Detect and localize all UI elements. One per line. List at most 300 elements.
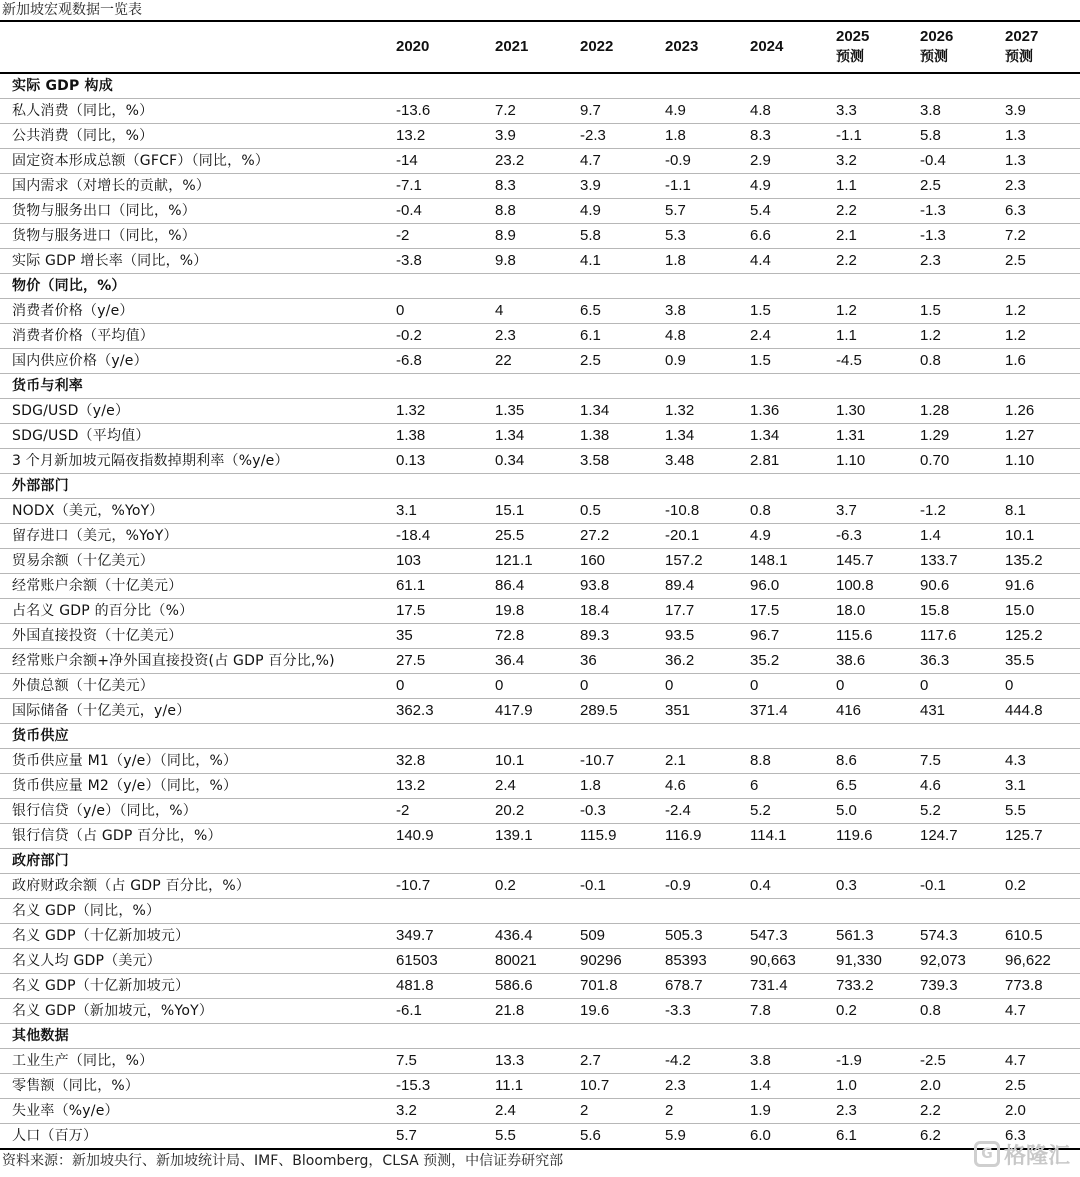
section-label: 实际 GDP 构成 [12,78,113,94]
cell-2021: 86.4 [495,577,525,594]
cell-2026: 6.2 [920,1127,941,1144]
row-label: 失业率（%y/e） [12,1103,119,1119]
cell-2026: 1.29 [920,427,950,444]
cell-2020: -0.2 [396,327,422,344]
column-year: 2022 [580,38,614,55]
cell-2024: 1.9 [750,1102,771,1119]
table-row [0,299,1080,324]
cell-2020: 7.5 [396,1052,417,1069]
row-label: 经常账户余额+净外国直接投资(占 GDP 百分比,%) [12,653,335,669]
cell-2020: -14 [396,152,418,169]
column-header-2023 [665,22,698,72]
cell-2026: 2.2 [920,1102,941,1119]
cell-2023: 0 [665,677,674,694]
cell-2027: 0 [1005,677,1014,694]
cell-2026: 2.0 [920,1077,941,1094]
cell-2022: 1.34 [580,402,610,419]
cell-2024: 2.4 [750,327,771,344]
column-year: 2020 [396,38,430,55]
cell-2024: 1.4 [750,1077,771,1094]
cell-2023: 2 [665,1102,674,1119]
cell-2022: 1.8 [580,777,601,794]
cell-2022: 509 [580,927,606,944]
table-row [0,924,1080,949]
cell-2022: 10.7 [580,1077,610,1094]
row-label: 3 个月新加坡元隔夜指数掉期利率（%y/e） [12,453,289,469]
cell-2027: 1.2 [1005,302,1026,319]
cell-2020: -6.1 [396,1002,422,1019]
cell-2021: 36.4 [495,652,525,669]
cell-2026: 92,073 [920,952,966,969]
table-row [0,1049,1080,1074]
cell-2021: 15.1 [495,502,525,519]
cell-2025: 561.3 [836,927,874,944]
section-header-row [0,474,1080,499]
table-row [0,799,1080,824]
cell-2023: 5.9 [665,1127,686,1144]
cell-2027: 5.5 [1005,802,1026,819]
cell-2026: 2.5 [920,177,941,194]
cell-2024: 6.6 [750,227,771,244]
cell-2020: 481.8 [396,977,434,994]
cell-2021: 3.9 [495,127,516,144]
cell-2027: 610.5 [1005,927,1043,944]
cell-2021: 21.8 [495,1002,525,1019]
section-header-row [0,724,1080,749]
section-label: 物价（同比，%） [12,278,126,294]
table-row [0,1074,1080,1099]
table-row [0,549,1080,574]
cell-2023: -2.4 [665,802,691,819]
cell-2020: 61.1 [396,577,426,594]
cell-2027: 1.2 [1005,327,1026,344]
cell-2026: 4.6 [920,777,941,794]
cell-2024: 5.2 [750,802,771,819]
cell-2027: 6.3 [1005,1127,1026,1144]
column-header-2022 [580,22,613,72]
table-body [0,74,1080,1149]
cell-2023: 1.34 [665,427,695,444]
section-header-row [0,1024,1080,1049]
column-header-2021 [495,22,528,72]
cell-2025: 1.30 [836,402,866,419]
cell-2020: 103 [396,552,422,569]
column-header-2020 [396,22,429,72]
column-year: 2024 [750,38,784,55]
cell-2020: -0.4 [396,202,422,219]
cell-2025: 6.5 [836,777,857,794]
cell-2025: 416 [836,702,862,719]
cell-2022: 4.1 [580,252,601,269]
cell-2023: -0.9 [665,877,691,894]
cell-2027: 1.3 [1005,152,1026,169]
row-label: 货物与服务进口（同比，%） [12,228,196,244]
cell-2022: 93.8 [580,577,610,594]
cell-2027: 444.8 [1005,702,1043,719]
cell-2026: 0.8 [920,352,941,369]
row-label: 外国直接投资（十亿美元） [12,628,183,644]
cell-2020: -13.6 [396,102,431,119]
table-row [0,399,1080,424]
table-title: 新加坡宏观数据一览表 [2,2,142,18]
cell-2025: 1.0 [836,1077,857,1094]
cell-2027: 2.5 [1005,252,1026,269]
cell-2024: 7.8 [750,1002,771,1019]
cell-2020: -2 [396,802,410,819]
cell-2027: 91.6 [1005,577,1035,594]
cell-2022: 5.6 [580,1127,601,1144]
cell-2026: 117.6 [920,627,957,644]
cell-2023: -3.3 [665,1002,691,1019]
cell-2022: -0.1 [580,877,606,894]
cell-2023: 116.9 [665,827,702,844]
cell-2027: 1.3 [1005,127,1026,144]
cell-2023: -1.1 [665,177,691,194]
cell-2027: 6.3 [1005,202,1026,219]
watermark-text: 格隆汇 [1003,1143,1070,1169]
cell-2024: 1.5 [750,302,771,319]
cell-2023: -10.8 [665,502,700,519]
cell-2023: 2.3 [665,1077,686,1094]
cell-2026: 1.5 [920,302,941,319]
cell-2023: 505.3 [665,927,703,944]
row-label: NODX（美元，%YoY） [12,503,164,519]
cell-2022: 4.7 [580,152,601,169]
cell-2020: 27.5 [396,652,426,669]
cell-2020: 0.13 [396,452,426,469]
cell-2021: 22 [495,352,512,369]
cell-2022: 6.1 [580,327,601,344]
cell-2021: 4 [495,302,504,319]
cell-2024: 4.8 [750,102,771,119]
cell-2026: -2.5 [920,1052,946,1069]
cell-2025: 115.6 [836,627,873,644]
cell-2023: 3.8 [665,302,686,319]
cell-2027: 125.7 [1005,827,1043,844]
cell-2025: 733.2 [836,977,874,994]
table-row [0,224,1080,249]
cell-2024: 8.8 [750,752,771,769]
cell-2020: 362.3 [396,702,434,719]
table-row [0,974,1080,999]
cell-2022: 36 [580,652,597,669]
table-row [0,149,1080,174]
row-label: 货币供应量 M2（y/e）（同比，%） [12,778,238,794]
row-label: 公共消费（同比，%） [12,128,154,144]
cell-2023: 678.7 [665,977,703,994]
cell-2023: 3.48 [665,452,695,469]
section-header-row [0,849,1080,874]
cell-2021: 1.35 [495,402,525,419]
row-label: 政府财政余额（占 GDP 百分比，%） [12,878,251,894]
cell-2023: 351 [665,702,691,719]
cell-2027: 10.1 [1005,527,1035,544]
table-row [0,599,1080,624]
cell-2022: 27.2 [580,527,610,544]
cell-2022: -10.7 [580,752,615,769]
cell-2023: 4.9 [665,102,686,119]
cell-2020: 32.8 [396,752,426,769]
cell-2021: 19.8 [495,602,525,619]
cell-2020: 0 [396,677,405,694]
section-header-row [0,74,1080,99]
cell-2023: 17.7 [665,602,695,619]
cell-2026: -1.3 [920,202,946,219]
table-row [0,1099,1080,1124]
cell-2023: 1.32 [665,402,695,419]
cell-2020: 349.7 [396,927,434,944]
cell-2021: 0.2 [495,877,516,894]
cell-2027: 8.1 [1005,502,1026,519]
cell-2024: 17.5 [750,602,780,619]
cell-2021: 80021 [495,952,537,969]
cell-2020: 35 [396,627,413,644]
cell-2026: -1.3 [920,227,946,244]
cell-2025: 145.7 [836,552,874,569]
cell-2025: -4.5 [836,352,862,369]
cell-2024: 148.1 [750,552,788,569]
cell-2022: 9.7 [580,102,601,119]
cell-2027: 3.1 [1005,777,1026,794]
cell-2022: 0.5 [580,502,601,519]
table-row [0,949,1080,974]
table-row [0,874,1080,899]
column-header-2025 [836,22,869,72]
table-row [0,774,1080,799]
column-header-2024 [750,22,783,72]
cell-2020: 1.38 [396,427,426,444]
cell-2020: -15.3 [396,1077,431,1094]
cell-2027: 15.0 [1005,602,1035,619]
cell-2023: 93.5 [665,627,695,644]
cell-2027: 7.2 [1005,227,1026,244]
cell-2027: 4.3 [1005,752,1026,769]
cell-2025: 2.2 [836,202,857,219]
cell-2026: -0.1 [920,877,946,894]
cell-2027: 2.3 [1005,177,1026,194]
table-row [0,324,1080,349]
cell-2024: 6.0 [750,1127,771,1144]
cell-2020: -3.8 [396,252,422,269]
cell-2026: 574.3 [920,927,958,944]
cell-2025: 1.31 [836,427,866,444]
cell-2026: 7.5 [920,752,941,769]
table-row [0,749,1080,774]
cell-2025: 2.2 [836,252,857,269]
cell-2023: 85393 [665,952,707,969]
table-row [0,124,1080,149]
cell-2021: 7.2 [495,102,516,119]
cell-2023: 89.4 [665,577,695,594]
table-row [0,349,1080,374]
cell-2025: 8.6 [836,752,857,769]
row-label: 经常账户余额（十亿美元） [12,578,183,594]
row-label: 国际储备（十亿美元，y/e） [12,703,191,719]
cell-2025: 91,330 [836,952,882,969]
cell-2022: 5.8 [580,227,601,244]
cell-2026: 124.7 [920,827,958,844]
section-label: 政府部门 [12,853,69,869]
cell-2025: 1.1 [836,177,857,194]
row-label: 国内需求（对增长的贡献，%） [12,178,211,194]
cell-2022: -2.3 [580,127,606,144]
cell-2022: 115.9 [580,827,617,844]
cell-2022: -0.3 [580,802,606,819]
cell-2025: 119.6 [836,827,873,844]
cell-2025: 3.3 [836,102,857,119]
cell-2023: 0.9 [665,352,686,369]
cell-2026: 90.6 [920,577,950,594]
cell-2022: 1.38 [580,427,610,444]
cell-2021: 72.8 [495,627,525,644]
cell-2025: 38.6 [836,652,866,669]
cell-2024: 1.34 [750,427,780,444]
cell-2020: 3.1 [396,502,417,519]
cell-2021: 11.1 [495,1077,524,1094]
cell-2025: -6.3 [836,527,862,544]
cell-2024: 90,663 [750,952,796,969]
cell-2024: 3.8 [750,1052,771,1069]
cell-2024: 371.4 [750,702,788,719]
section-header-row [0,274,1080,299]
row-label: SDG/USD（平均值） [12,428,150,444]
cell-2026: 36.3 [920,652,950,669]
cell-2026: 5.8 [920,127,941,144]
watermark [974,1137,1070,1171]
cell-2027: 0.2 [1005,877,1026,894]
column-forecast-tag: 预测 [1005,49,1033,65]
cell-2020: -10.7 [396,877,431,894]
cell-2025: -1.9 [836,1052,862,1069]
cell-2021: 436.4 [495,927,533,944]
table-row [0,649,1080,674]
column-header-2026 [920,22,953,72]
cell-2021: 0 [495,677,504,694]
cell-2027: 1.26 [1005,402,1035,419]
row-label: 固定资本形成总额（GFCF）（同比，%） [12,153,270,169]
cell-2022: 160 [580,552,606,569]
cell-2020: 13.2 [396,777,426,794]
row-label: 货物与服务出口（同比，%） [12,203,196,219]
cell-2025: 1.1 [836,327,857,344]
row-label: 名义人均 GDP（美元） [12,953,161,969]
cell-2023: 5.7 [665,202,686,219]
cell-2027: 4.7 [1005,1052,1026,1069]
cell-2024: 4.9 [750,177,771,194]
cell-2021: 23.2 [495,152,525,169]
cell-2024: 731.4 [750,977,788,994]
cell-2027: 3.9 [1005,102,1026,119]
cell-2022: 701.8 [580,977,618,994]
row-label: 国内供应价格（y/e） [12,353,148,369]
row-label: 消费者价格（y/e） [12,303,134,319]
cell-2024: 5.4 [750,202,771,219]
cell-2024: 35.2 [750,652,780,669]
cell-2020: 61503 [396,952,438,969]
cell-2024: 2.81 [750,452,780,469]
cell-2022: 3.9 [580,177,601,194]
cell-2021: 9.8 [495,252,516,269]
cell-2023: -0.9 [665,152,691,169]
cell-2024: 0.4 [750,877,771,894]
cell-2027: 2.5 [1005,1077,1026,1094]
section-label: 其他数据 [12,1028,69,1044]
cell-2022: 0 [580,677,589,694]
cell-2027: 135.2 [1005,552,1043,569]
column-forecast-tag: 预测 [836,49,864,65]
row-label: 名义 GDP（新加坡元，%YoY） [12,1003,214,1019]
section-label: 货币与利率 [12,378,83,394]
column-year: 2027 [1005,28,1039,45]
cell-2024: 0 [750,677,759,694]
cell-2022: 6.5 [580,302,601,319]
cell-2024: 6 [750,777,759,794]
cell-2024: 0.8 [750,502,771,519]
row-label: SDG/USD（y/e） [12,403,130,419]
row-label: 留存进口（美元，%YoY） [12,528,178,544]
cell-2025: 2.3 [836,1102,857,1119]
cell-2025: 1.10 [836,452,866,469]
cell-2027: 125.2 [1005,627,1043,644]
section-label: 货币供应 [12,728,69,744]
cell-2023: 4.8 [665,327,686,344]
cell-2022: 3.58 [580,452,610,469]
cell-2026: -0.4 [920,152,946,169]
cell-2025: 0 [836,677,845,694]
cell-2020: -7.1 [396,177,422,194]
cell-2022: 4.9 [580,202,601,219]
cell-2020: -6.8 [396,352,422,369]
table-row [0,424,1080,449]
cell-2027: 2.0 [1005,1102,1026,1119]
table-row [0,249,1080,274]
cell-2021: 1.34 [495,427,525,444]
cell-2026: 1.4 [920,527,941,544]
cell-2022: 18.4 [580,602,610,619]
cell-2021: 20.2 [495,802,525,819]
cell-2026: -1.2 [920,502,946,519]
cell-2025: 2.1 [836,227,857,244]
cell-2026: 431 [920,702,946,719]
cell-2020: 5.7 [396,1127,417,1144]
cell-2023: 36.2 [665,652,695,669]
cell-2027: 35.5 [1005,652,1035,669]
row-label: 消费者价格（平均值） [12,328,154,344]
cell-2021: 10.1 [495,752,525,769]
cell-2022: 289.5 [580,702,618,719]
cell-2020: 17.5 [396,602,426,619]
cell-2025: 100.8 [836,577,874,594]
cell-2023: 4.6 [665,777,686,794]
cell-2025: 1.2 [836,302,857,319]
cell-2021: 121.1 [495,552,533,569]
cell-2022: 2.5 [580,352,601,369]
cell-2026: 739.3 [920,977,958,994]
row-label: 人口（百万） [12,1128,98,1144]
row-label: 名义 GDP（同比，%） [12,903,161,919]
column-forecast-tag: 预测 [920,49,948,65]
cell-2024: 547.3 [750,927,788,944]
cell-2020: -2 [396,227,410,244]
cell-2021: 13.3 [495,1052,525,1069]
cell-2025: 5.0 [836,802,857,819]
section-header-row [0,374,1080,399]
table-row [0,524,1080,549]
row-label: 银行信贷（占 GDP 百分比，%） [12,828,222,844]
cell-2023: 157.2 [665,552,703,569]
cell-2027: 96,622 [1005,952,1051,969]
cell-2023: 1.8 [665,252,686,269]
